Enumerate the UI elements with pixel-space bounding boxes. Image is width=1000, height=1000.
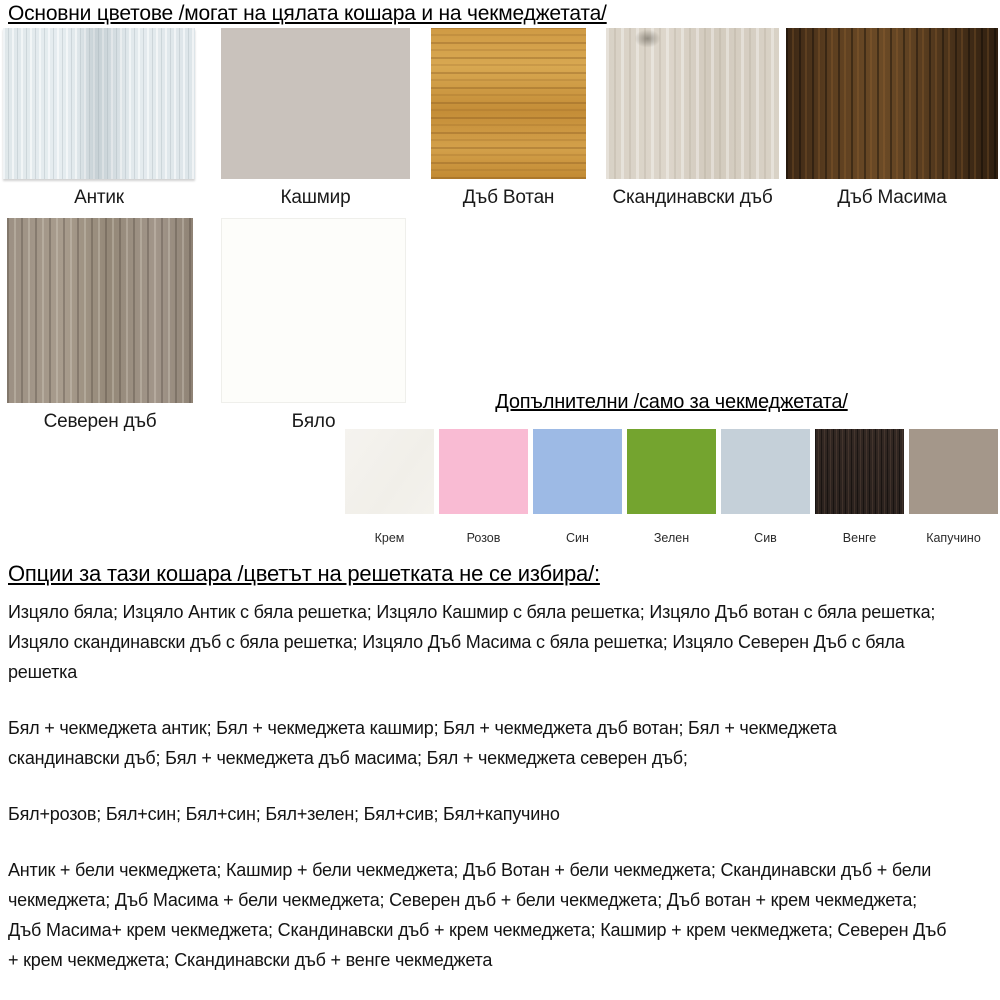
swatch-label-zelen: Зелен — [653, 531, 690, 545]
color-option-masima-oak — [786, 28, 998, 209]
options-paragraph-wood-plus-drawers: Антик + бели чекмеджета; Кашмир + бели чекмеджета; Дъб Вотан + бели чекмеджета; Скандинавски дъб + бели чекмеджета; Дъб Масима + бели чекмеджета; Северен дъб + бели чекмеджета; Дъб вотан + крем чекмеджета; Дъб Масима+ крем чекмеджета; Скандинавски дъб + крем чекмеджета; Кашмир + крем чекмеджета; Северен Дъб + крем чекмеджета; Скандинавски дъб + венге чекмеджета — [8, 860, 947, 970]
swatch-label-votan-oak: Дъб Вотан — [462, 187, 555, 208]
extra-color-zelen — [627, 429, 716, 545]
swatch-label-masima-oak: Дъб Масима — [837, 187, 947, 208]
color-option-votan-oak — [431, 28, 586, 209]
extra-color-krem — [345, 429, 434, 545]
options-paragraph-white-plus-wood-drawers: Бял + чекмеджета антик; Бял + чекмеджета кашмир; Бял + чекмеджета дъб вотан; Бял + чекмеджета скандинавски дъб; Бял + чекмеджета дъб масима; Бял + чекмеджета северен дъб; — [8, 718, 837, 768]
swatch-label-sin: Син — [566, 531, 589, 545]
swatch-siv — [721, 429, 810, 514]
extra-colors-strip — [345, 429, 998, 545]
swatch-venge — [815, 429, 904, 514]
swatch-votan-oak — [431, 28, 586, 179]
color-option-severen-oak — [7, 218, 193, 433]
swatch-label-krem: Крем — [374, 531, 405, 545]
swatch-scandinavian-oak — [606, 28, 779, 179]
swatch-severen-oak — [7, 218, 193, 403]
swatch-kapuchino — [909, 429, 998, 514]
extra-color-sin — [533, 429, 622, 545]
color-option-scandinavian-oak — [606, 28, 779, 209]
swatch-label-severen-oak: Северен дъб — [43, 411, 157, 432]
swatch-sin — [533, 429, 622, 514]
swatch-kashmir — [221, 28, 410, 179]
options-paragraph-white-plus-accent-drawers: Бял+розов; Бял+син; Бял+син; Бял+зелен; Бял+сив; Бял+капучино — [8, 804, 560, 824]
swatch-label-white: Бяло — [291, 411, 336, 432]
swatch-white — [221, 218, 406, 403]
options-title: Опции за тази кошара /цветът на решетката не се избира/: — [8, 561, 600, 586]
swatch-masima-oak — [786, 28, 998, 179]
color-option-antik — [3, 28, 195, 209]
extra-color-siv — [721, 429, 810, 545]
swatch-antik — [3, 28, 195, 179]
extra-color-kapuchino — [909, 429, 998, 545]
swatch-label-rozov: Розов — [466, 531, 501, 545]
extra-color-venge — [815, 429, 904, 545]
swatch-zelen — [627, 429, 716, 514]
swatch-label-kashmir: Кашмир — [280, 187, 351, 208]
options-paragraph-full-colors: Изцяло бяла; Изцяло Антик с бяла решетка; Изцяло Кашмир с бяла решетка; Изцяло Дъб вотан с бяла решетка; Изцяло скандинавски дъб с бяла решетка; Изцяло Дъб Масима с бяла решетка; Изцяло Северен Дъб с бяла решетка — [8, 602, 936, 682]
swatch-rozov — [439, 429, 528, 514]
main-colors-title: Основни цветове /могат на цялата кошара и на чекмеджетата/ — [8, 2, 607, 25]
extra-color-rozov — [439, 429, 528, 545]
options-section — [8, 560, 968, 1000]
color-option-kashmir — [221, 28, 410, 209]
swatch-krem — [345, 429, 434, 514]
swatch-label-scandinavian-oak: Скандинавски дъб — [612, 187, 773, 208]
swatch-label-antik: Антик — [74, 187, 124, 208]
swatch-label-venge: Венге — [842, 531, 877, 545]
swatch-label-siv: Сив — [754, 531, 777, 545]
extra-colors-title: Допълнителни /само за чекмеджетата/ — [495, 391, 848, 413]
swatch-label-kapuchino: Капучино — [926, 531, 981, 545]
